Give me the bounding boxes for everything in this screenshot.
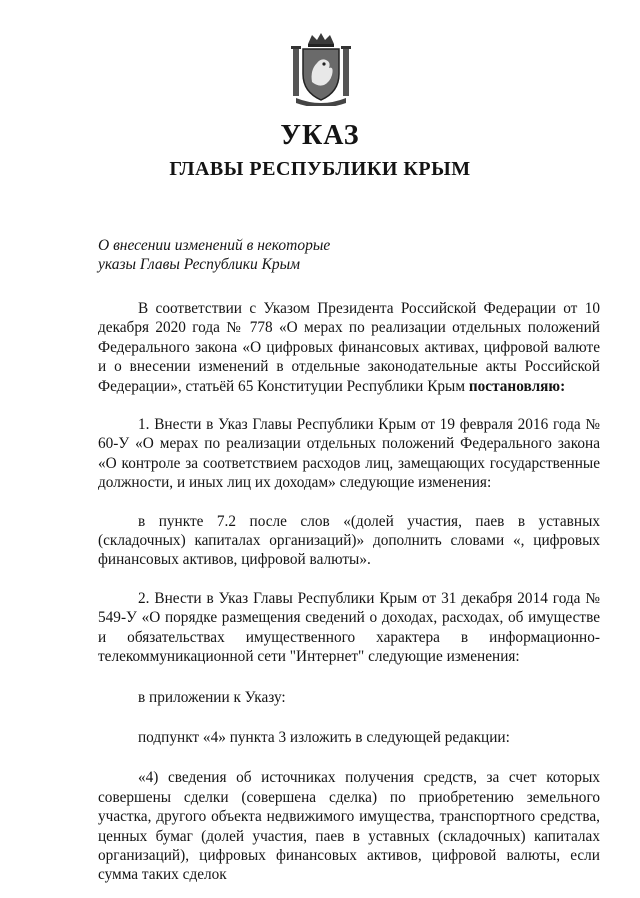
document-subtitle: ГЛАВЫ РЕСПУБЛИКИ КРЫМ [169, 158, 471, 180]
subject-line: указы Главы Республики Крым [98, 256, 301, 273]
document-title: УКАЗ [280, 120, 360, 151]
coat-of-arms-icon [290, 30, 352, 106]
subject-line: О внесении изменений в некоторые [98, 237, 331, 254]
document-subject [98, 236, 330, 274]
item-2-text-paragraph: «4) сведения об источниках получения средств, за счет которых совершены сделки (совершена сделка) по приобретению земельного участка, другого объекта недвижимого имущества, транспортного средства, ценных бумаг (долей участия, паев в уставных (складочных) капиталах организаций), цифровых финансовых активов, цифровой валюты, если сумма таких сделок [98, 769, 600, 884]
item-1-paragraph: 1. Внести в Указ Главы Республики Крым от 19 февраля 2016 года № 60-У «О мерах по реализации отдельных положений Федерального закона «О контроле за соответствием расходов лиц, замещающих государственные должности, и иных лиц их доходам» следующие изменения: [98, 416, 600, 492]
decree-word: постановляю: [468, 377, 566, 395]
item-1-change-paragraph: в пункте 7.2 после слов «(долей участия, паев в уставных (складочных) капиталах организаций)» дополнить словами «, цифровых финансовых активов, цифровой валюты». [98, 512, 600, 569]
preamble-paragraph [98, 299, 600, 396]
item-2-appendix-paragraph: в приложении к Указу: [138, 688, 286, 706]
item-2-subpoint-paragraph: подпункт «4» пункта 3 изложить в следующей редакции: [138, 728, 510, 746]
document-body [98, 299, 600, 885]
item-2-paragraph: 2. Внести в Указ Главы Республики Крым от 31 декабря 2014 года № 549-У «О порядке размещения сведений о доходах, расходах, об имуществе и обязательствах имущественного характера в информационно-телекоммуникационной сети "Интернет" следующие изменения: [98, 589, 600, 666]
preamble-text: В соответствии с Указом Президента Российской Федерации от 10 декабря 2020 года № 778 «О мерах по реализации отдельных положений Федерального закона «О цифровых финансовых активах, цифровой валюте и о внесении изменений в отдельные законодательные акты Российской Федерации», статьёй 65 Конституции Республики Крым [98, 300, 600, 395]
